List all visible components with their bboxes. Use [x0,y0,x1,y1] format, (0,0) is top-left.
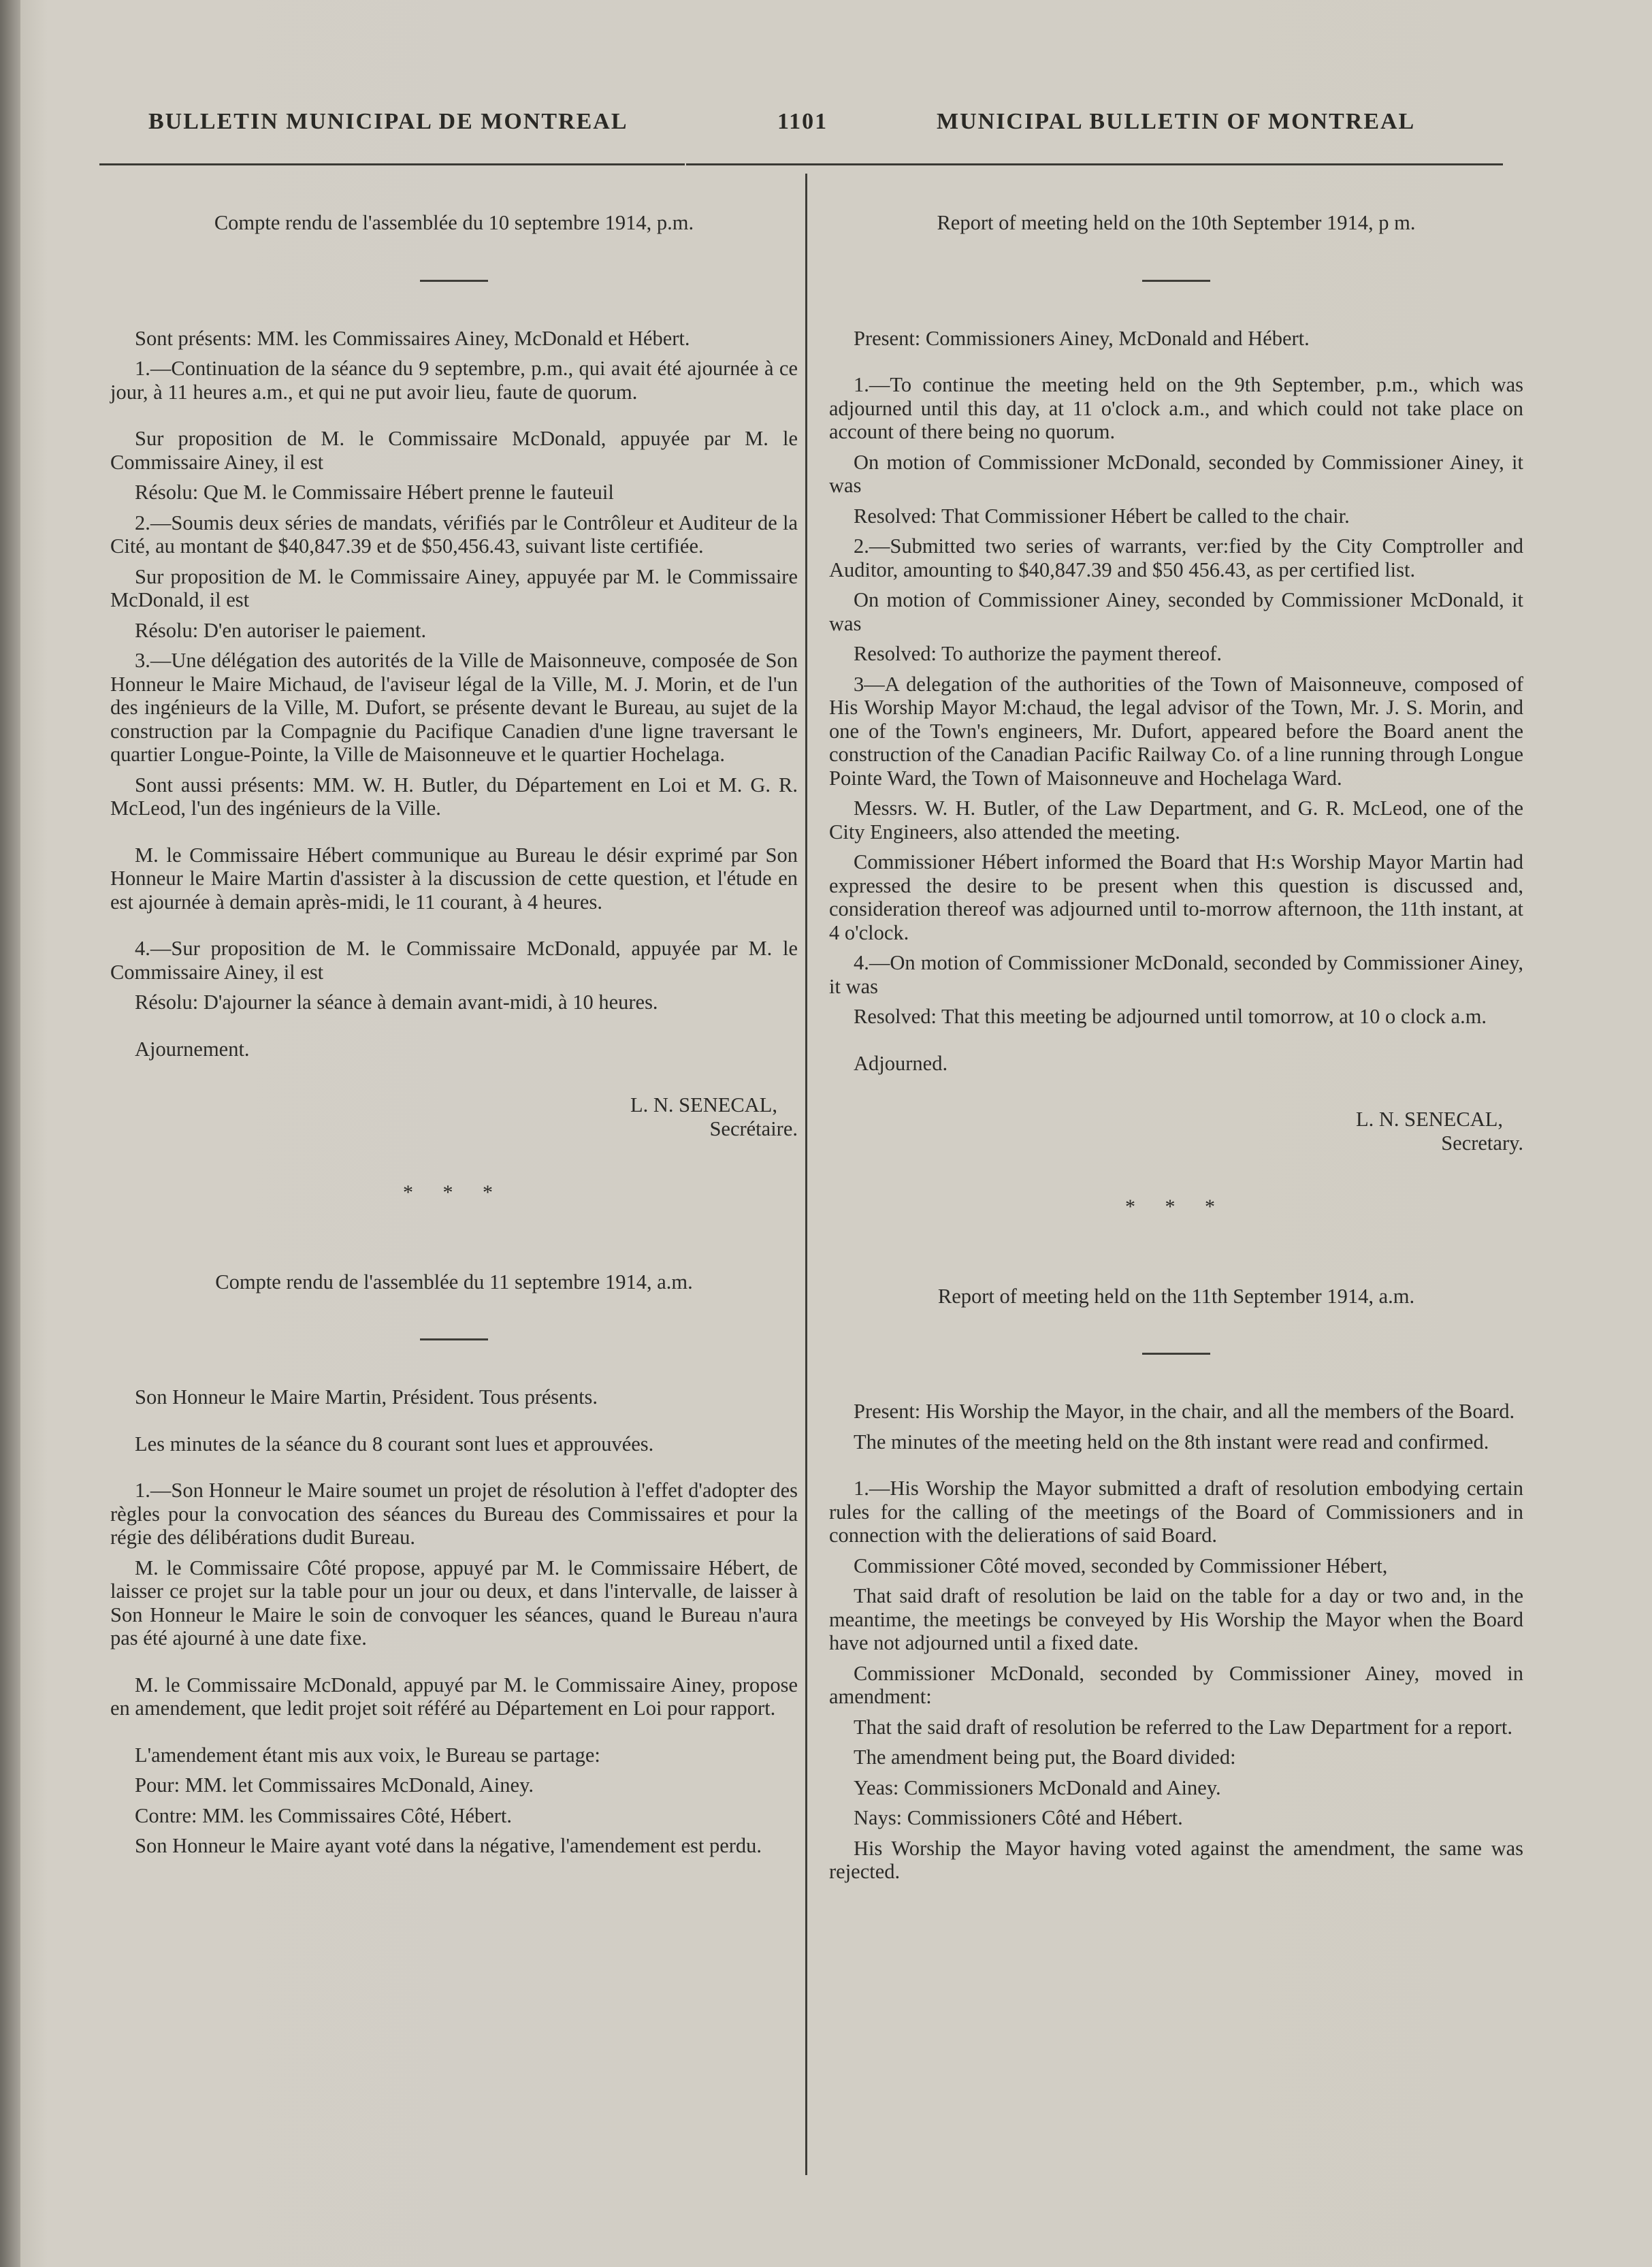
paragraph: 4.—Sur proposition de M. le Commissaire McDonald, appuyée par M. le Commissaire Ainey, il est [110,937,798,984]
paragraph: 2.—Soumis deux séries de mandats, vérifiés par le Contrôleur et Auditeur de la Cité, au montant de $40,847.39 et de $50,456.43, suivant liste certifiée. [110,511,798,558]
section-separator: * * * [1125,1195,1227,1218]
paragraph: That said draft of resolution be laid on the table for a day or two and, in the meantime, the meetings be conveyed by His Worship the Mayor when the Board have not adjourned until a fixed date. [829,1584,1523,1654]
section-rule [1142,1353,1210,1355]
paragraph: 3—A delegation of the authorities of the Town of Maisonneuve, composed of His Worship Mayor M:chaud, the legal advisor of the Town, Mr. J. S. Morin, and one of the Town's engineers, Mr. Dufort, appeared before the Board anent the construction of the Canadian Pacific Railway Co. of a line running through Longue Pointe Ward, the Town of Maisonneuve and Hochelaga Ward. [829,672,1523,790]
paragraph: Nays: Commissioners Côté and Hébert. [854,1806,1183,1829]
paragraph: Commissioner Hébert informed the Board that H:s Worship Mayor Martin had expressed the desire to be present when this question is discussed and, consideration thereof was adjourned until to-morrow afternoon, the 11th instant, at 4 o'clock. [829,850,1523,944]
section-rule [420,1338,488,1340]
paragraph: Resolved: That Commissioner Hébert be called to the chair. [854,504,1350,528]
paragraph: Resolved: That this meeting be adjourned until tomorrow, at 10 o clock a.m. [854,1005,1487,1028]
binding-shadow [0,0,20,2267]
meeting-2-title: Compte rendu de l'assemblée du 11 septembre 1914, a.m. [215,1270,693,1293]
meeting-2-title: Report of meeting held on the 11th September 1914, a.m. [937,1284,1415,1308]
paragraph: 1.—Continuation de la séance du 9 septembre, p.m., qui avait été ajournée à ce jour, à 11 heures a.m., et qui ne put avoir lieu, faute de quorum. [110,357,798,404]
paragraph: His Worship the Mayor having voted against the amendment, the same was rejected. [829,1836,1523,1883]
attendance: Present: His Worship the Mayor, in the chair, and all the members of the Board. [854,1400,1515,1423]
attendance: Present: Commissioners Ainey, McDonald and Hébert. [854,326,1310,350]
paragraph: Messrs. W. H. Butler, of the Law Department, and G. R. McLeod, one of the City Engineers, also attended the meeting. [829,797,1523,843]
section-rule [1142,280,1210,282]
paragraph: 1.—His Worship the Mayor submitted a draft of resolution embodying certain rules for the calling of the meetings of the Board of Commissioners and in connection with the delierations of said Board. [829,1477,1523,1547]
paragraph: That the said draft of resolution be referred to the Law Department for a report. [854,1715,1512,1739]
signature-title: Secretary. [1441,1131,1523,1155]
paragraph: Son Honneur le Maire ayant voté dans la négative, l'amendement est perdu. [135,1834,762,1857]
attendance: Sont présents: MM. les Commissaires Ainey, McDonald et Hébert. [135,326,690,350]
paragraph: Résolu: Que M. le Commissaire Hébert prenne le fauteuil [135,481,614,504]
paragraph: Commissioner Côté moved, seconded by Commissioner Hébert, [854,1554,1388,1577]
page-number: 1101 [777,109,828,134]
adjournment: Ajournement. [135,1037,250,1061]
paragraph: Résolu: D'ajourner la séance à demain avant-midi, à 10 heures. [135,991,658,1014]
adjournment: Adjourned. [854,1051,948,1075]
paragraph: 1.—Son Honneur le Maire soumet un projet de résolution à l'effet d'adopter des règles pour la convocation des séances du Bureau des Commissaires et pour la régie des délibérations dudit Bureau. [110,1479,798,1549]
paragraph: 3.—Une délégation des autorités de la Ville de Maisonneuve, composée de Son Honneur le Maire Michaud, de l'aviseur légal de la Ville, M. J. Morin, et de l'un des ingénieurs de la Ville, M. Dufort, se présente devant le Bureau, au sujet de la construction par la Compagnie du Pacifique Canadien d'une ligne traversant le quartier Longue-Pointe, la Ville de Maisonneuve et le quartier Hochelaga. [110,649,798,766]
paragraph: Contre: MM. les Commissaires Côté, Hébert. [135,1803,513,1827]
paragraph: Sur proposition de M. le Commissaire Ainey, appuyée par M. le Commissaire McDonald, il est [110,564,798,611]
paragraph: 2.—Submitted two series of warrants, ver:fied by the City Comptroller and Auditor, amounting to $40,847.39 and $50 456.43, as per certified list. [829,534,1523,581]
paragraph: 4.—On motion of Commissioner McDonald, seconded by Commissioner Ainey, it was [829,951,1523,998]
section-separator: * * * [403,1181,505,1204]
paragraph: 1.—To continue the meeting held on the 9th September, p.m., which was adjourned until this day, at 11 o'clock a.m., and which could not take place on account of there being no quorum. [829,373,1523,443]
header-rule-left [99,163,685,165]
header-title-french: BULLETIN MUNICIPAL DE MONTREAL [148,109,628,134]
paragraph: Yeas: Commissioners McDonald and Ainey. [854,1775,1221,1799]
paragraph: Pour: MM. let Commissaires McDonald, Ainey. [135,1773,534,1797]
paragraph: Les minutes de la séance du 8 courant sont lues et approuvées. [135,1432,654,1456]
signature-name: L. N. SENECAL, [630,1093,777,1116]
page-header [0,109,1652,150]
paragraph: On motion of Commissioner McDonald, seconded by Commissioner Ainey, it was [829,450,1523,497]
paragraph: M. le Commissaire Hébert communique au Bureau le désir exprimé par Son Honneur le Maire Martin d'assister à la discussion de cette question, et l'étude en est ajournée à demain après-midi, le 11 courant, à 4 heures. [110,843,798,914]
paragraph: Commissioner McDonald, seconded by Commissioner Ainey, moved in amendment: [829,1661,1523,1708]
section-rule [420,280,488,282]
header-rule-right [686,163,1503,165]
paragraph: L'amendement étant mis aux voix, le Bureau se partage: [135,1743,600,1767]
french-column [110,211,798,1865]
paragraph: The minutes of the meeting held on the 8th instant were read and confirmed. [854,1430,1489,1453]
paragraph: On motion of Commissioner Ainey, seconded by Commissioner McDonald, it was [829,588,1523,635]
paragraph: The amendment being put, the Board divided: [854,1746,1236,1769]
signature-name: L. N. SENECAL, [1355,1108,1503,1131]
paragraph: Sont aussi présents: MM. W. H. Butler, du Département en Loi et M. G. R. McLeod, l'un des ingénieurs de la Ville. [110,773,798,820]
paragraph: M. le Commissaire Côté propose, appuyé par M. le Commissaire Hébert, de laisser ce projet sur la table pour un jour ou deux, et dans l'intervalle, de laisser à Son Honneur le Maire le soin de convoquer les séances, quand le Bureau n'aura pas été ajourné à une date fixe. [110,1556,798,1650]
paragraph: M. le Commissaire McDonald, appuyé par M. le Commissaire Ainey, propose en amendement, que ledit projet soit référé au Département en Loi pour rapport. [110,1673,798,1720]
header-title-english: MUNICIPAL BULLETIN OF MONTREAL [937,109,1416,134]
meeting-1-title: Compte rendu de l'assemblée du 10 septembre 1914, p.m. [214,211,694,234]
english-column [829,211,1523,1891]
attendance: Son Honneur le Maire Martin, Président. Tous présents. [135,1385,598,1409]
paragraph: Sur proposition de M. le Commissaire McDonald, appuyée par M. le Commissaire Ainey, il est [110,427,798,474]
column-divider [805,174,807,2175]
signature-title: Secrétaire. [709,1116,798,1140]
paragraph: Résolu: D'en autoriser le paiement. [135,618,427,642]
paragraph: Resolved: To authorize the payment thereof. [854,642,1222,665]
meeting-1-title: Report of meeting held on the 10th September 1914, p m. [937,211,1416,234]
